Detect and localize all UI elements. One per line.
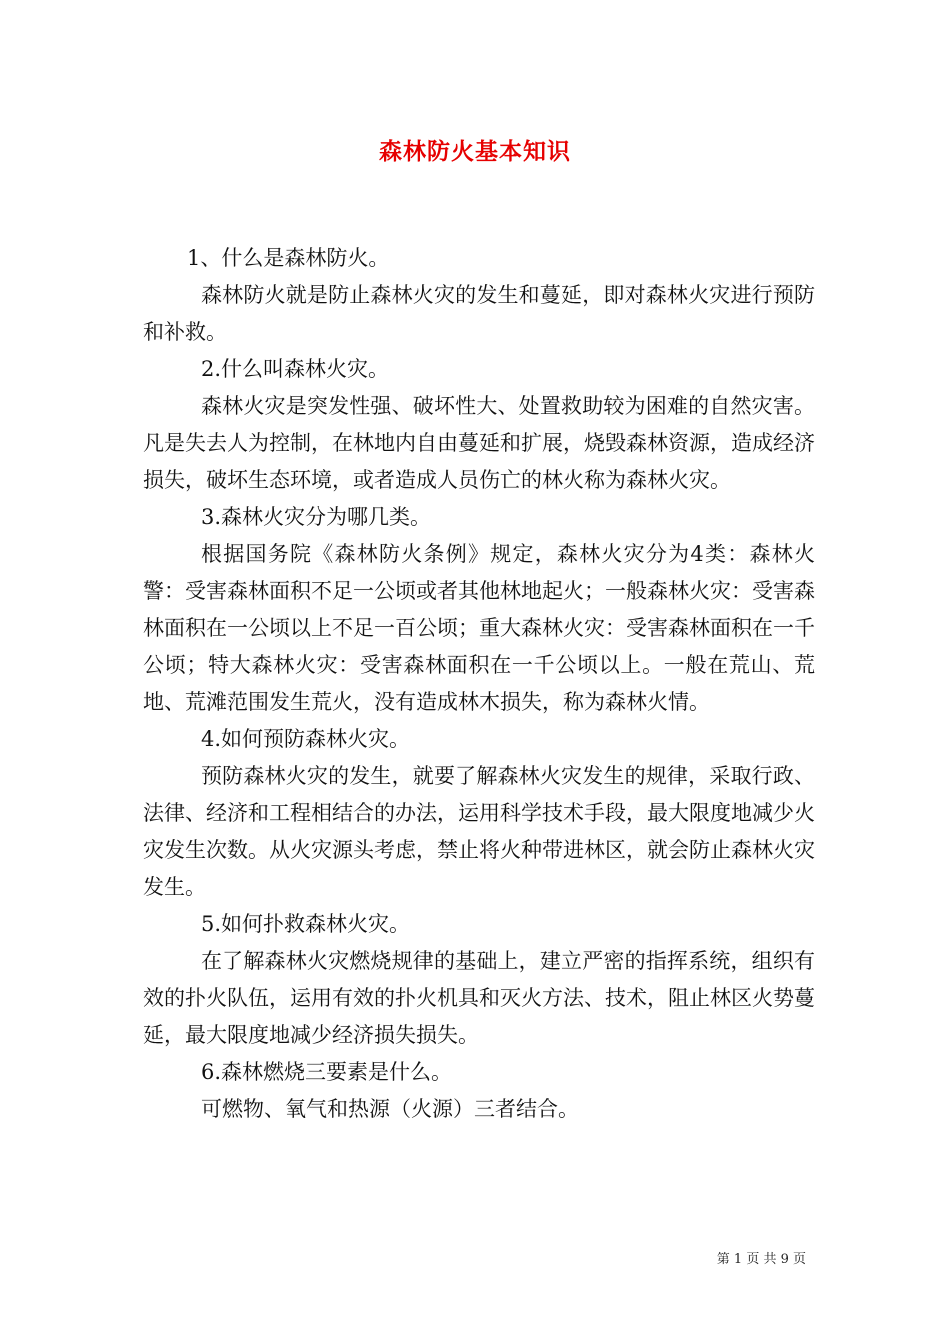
document-title: 森林防火基本知识	[379, 138, 571, 165]
question-heading: 5.如何扑救森林火灾。	[201, 912, 411, 936]
answer-paragraph: 在了解森林火灾燃烧规律的基础上，建立严密的指挥系统，组织有效的扑火队伍，运用有效的扑火机具和灭火方法、技术，阻止林区火势蔓延，最大限度地减少经济损失损失。	[143, 949, 815, 1047]
question-heading: 3.森林火灾分为哪几类。	[201, 505, 432, 529]
question-heading: 1、什么是森林防火。	[187, 246, 390, 270]
answer-paragraph: 森林防火就是防止森林火灾的发生和蔓延，即对森林火灾进行预防和补救。	[143, 283, 815, 344]
answer-paragraph: 根据国务院《森林防火条例》规定，森林火灾分为4类：森林火警：受害森林面积不足一公顷或者其他林地起火；一般森林火灾：受害森林面积在一公顷以上不足一百公顷；重大森林火灾：受害森林面积在一千公顷；特大森林火灾：受害森林面积在一千公顷以上。一般在荒山、荒地、荒滩范围发生荒火，没有造成林木损失，称为森林火情。	[143, 542, 815, 714]
question-heading: 6.森林燃烧三要素是什么。	[201, 1060, 453, 1084]
document-body	[143, 240, 815, 1128]
answer-paragraph: 可燃物、氧气和热源（火源）三者结合。	[201, 1097, 579, 1121]
page-number: 第 1 页 共 9 页	[716, 1252, 806, 1267]
question-heading: 2.什么叫森林火灾。	[201, 357, 390, 381]
answer-paragraph: 森林火灾是突发性强、破坏性大、处置救助较为困难的自然灾害。凡是失去人为控制，在林地内自由蔓延和扩展，烧毁森林资源，造成经济损失，破坏生态环境，或者造成人员伤亡的林火称为森林火灾。	[143, 394, 815, 492]
question-heading: 4.如何预防森林火灾。	[201, 727, 411, 751]
answer-paragraph: 预防森林火灾的发生，就要了解森林火灾发生的规律，采取行政、法律、经济和工程相结合的办法，运用科学技术手段，最大限度地减少火灾发生次数。从火灾源头考虑，禁止将火种带进林区，就会防止森林火灾发生。	[143, 764, 815, 899]
